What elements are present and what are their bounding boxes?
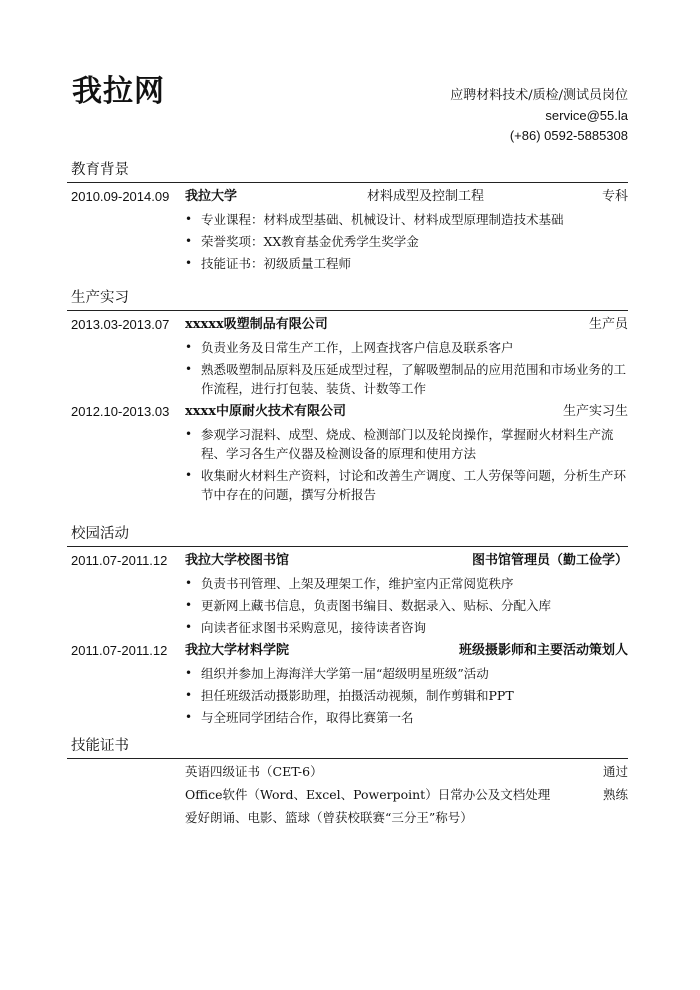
skill-level: 熟练 [602, 787, 628, 802]
section-title: 校园活动 [71, 526, 129, 542]
bullet-icon: • [185, 362, 193, 376]
section-title: 技能证书 [71, 738, 129, 754]
bullet-icon: • [185, 688, 193, 702]
campus-section [67, 524, 628, 727]
bullet-icon: • [185, 576, 193, 590]
bullet-icon: • [185, 710, 193, 724]
internship-entry [67, 402, 628, 422]
contact-block [450, 86, 628, 146]
company-name: xxxxx吸塑制品有限公司 [185, 317, 328, 332]
skill-level: 通过 [602, 764, 628, 779]
entry-date: 2011.07-2011.12 [71, 643, 168, 658]
list-item: • 荣誉奖项：XX教育基金优秀学生奖学金 [185, 234, 419, 249]
internship-entry [67, 315, 628, 335]
internship-section [67, 288, 628, 504]
entry-date: 2010.09-2014.09 [71, 189, 170, 204]
internship-bullets [67, 338, 628, 398]
section-title: 教育背景 [71, 162, 129, 178]
skill-item [67, 762, 628, 782]
job-role: 生产员 [588, 317, 628, 332]
bullet-icon: • [185, 340, 193, 354]
list-item: • 组织并参加上海海洋大学第一届“超级明星班级”活动 [185, 666, 489, 681]
email-link[interactable]: service@55.la [545, 108, 628, 123]
internship-bullets [67, 425, 628, 504]
skill-text: Office软件（Word、Excel、Powerpoint）日常办公及文档处理 [185, 787, 551, 802]
bullet-icon: • [185, 620, 193, 634]
section-title: 生产实习 [71, 290, 129, 306]
list-item: • 熟悉吸塑制品原料及压延成型过程，了解吸塑制品的应用范围和市场业务的工作流程，进行打包装、装货、计数等工作 [185, 362, 627, 396]
bullet-icon: • [185, 598, 193, 612]
list-item: • 收集耐火材料生产资料，讨论和改善生产调度、工人劳保等问题，分析生产环节中存在的问题，撰写分析报告 [185, 468, 627, 502]
list-item: • 专业课程：材料成型基础、机械设计、材料成型原理制造技术基础 [185, 212, 564, 227]
bullet-icon: • [185, 666, 193, 680]
skill-text: 爱好朗诵、电影、篮球（曾获校联赛“三分王”称号） [185, 810, 473, 825]
school-name: 我拉大学 [185, 189, 238, 204]
bullet-icon: • [185, 427, 193, 441]
bullet-icon: • [185, 234, 193, 248]
list-item: • 负责业务及日常生产工作，上网查找客户信息及联系客户 [185, 340, 514, 355]
education-entry [67, 187, 628, 207]
company-name: xxxx中原耐火技术有限公司 [185, 404, 347, 419]
degree-level: 专科 [601, 189, 628, 204]
entry-date: 2012.10-2013.03 [71, 404, 170, 419]
campus-entry [67, 641, 628, 661]
entry-date: 2013.03-2013.07 [71, 317, 170, 332]
skill-item [67, 808, 628, 828]
list-item: • 担任班级活动摄影助理，拍摄活动视频，制作剪辑和PPT [185, 688, 514, 703]
job-role: 生产实习生 [562, 404, 628, 419]
section-divider [67, 546, 628, 547]
section-divider [67, 758, 628, 759]
activity-role: 图书馆管理员（勤工俭学） [471, 553, 628, 568]
education-bullets [67, 210, 628, 273]
section-divider [67, 310, 628, 311]
major-name: 材料成型及控制工程 [367, 189, 485, 204]
entry-date: 2011.07-2011.12 [71, 553, 168, 568]
campus-bullets [67, 664, 628, 727]
candidate-name: 我拉网 [72, 74, 165, 109]
organization-name: 我拉大学校图书馆 [185, 553, 290, 568]
campus-bullets [67, 574, 628, 637]
list-item: • 向读者征求图书采购意见，接待读者咨询 [185, 620, 427, 635]
education-section [67, 160, 628, 273]
list-item: • 更新网上藏书信息，负责图书编目、数据录入、贴标、分配入库 [185, 598, 552, 613]
list-item: • 负责书刊管理、上架及理架工作，维护室内正常阅览秩序 [185, 576, 514, 591]
skill-text: 英语四级证书（CET-6） [185, 764, 323, 779]
skill-item [67, 785, 628, 805]
bullet-icon: • [185, 212, 193, 226]
organization-name: 我拉大学材料学院 [185, 643, 290, 658]
bullet-icon: • [185, 256, 193, 270]
list-item: • 技能证书：初级质量工程师 [185, 256, 352, 271]
list-item: • 与全班同学团结合作，取得比赛第一名 [185, 710, 414, 725]
list-item: • 参观学习混料、成型、烧成、检测部门以及轮岗操作，掌握耐火材料生产流程、学习各生产仪器及检测设备的原理和使用方法 [185, 427, 614, 461]
phone-number: (+86) 0592-5885308 [509, 128, 628, 143]
section-divider [67, 182, 628, 183]
activity-role: 班级摄影师和主要活动策划人 [458, 643, 628, 658]
skills-section [67, 736, 628, 828]
campus-entry [67, 551, 628, 571]
bullet-icon: • [185, 468, 193, 482]
target-position: 应聘材料技术/质检/测试员岗位 [450, 88, 628, 103]
